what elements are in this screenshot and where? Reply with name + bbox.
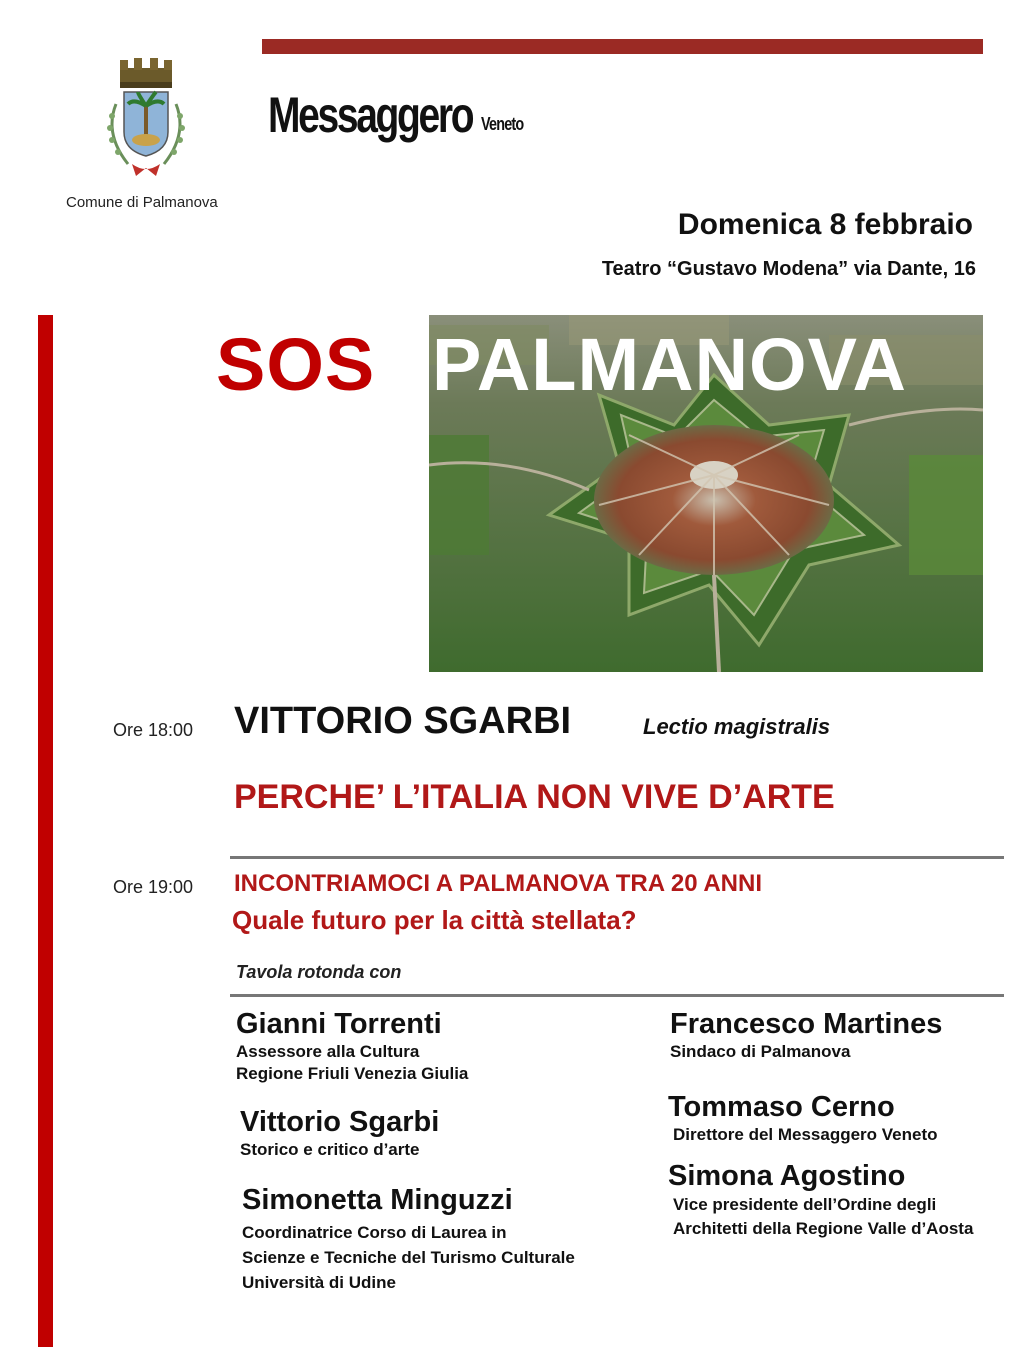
divider-line [230,994,1004,997]
panelist-role: Architetti della Regione Valle d’Aosta [673,1219,974,1238]
panelist-role: Università di Udine [242,1273,396,1292]
event1-time: Ore 18:00 [113,720,194,740]
logo-main-text: Messaggero [268,87,473,143]
panelist-role: Regione Friuli Venezia Giulia [236,1064,469,1083]
panelist-name: Tommaso Cerno [668,1091,895,1123]
panelist-name: Francesco Martines [670,1008,943,1040]
divider-line [230,856,1004,859]
logo-suffix-text: Veneto [481,114,524,134]
comune-label: Comune di Palmanova [66,194,218,211]
messaggero-veneto-logo [268,86,530,144]
panelist-role: Vice presidente dell’Ordine degli [673,1195,937,1214]
round-table-intro: Tavola rotonda con [236,962,402,982]
event1-speaker: VITTORIO SGARBI [234,700,572,742]
event-venue: Teatro “Gustavo Modena” via Dante, 16 [601,258,976,280]
panelist-role: Coordinatrice Corso di Laurea in [242,1223,507,1242]
panelist-role: Direttore del Messaggero Veneto [673,1125,938,1144]
event1-format: Lectio magistralis [643,714,831,739]
panelist-martines [670,1008,942,1063]
panelist-name: Simonetta Minguzzi [242,1184,513,1216]
panelist-cerno [668,1091,938,1146]
event1-title: PERCHE’ L’ITALIA NON VIVE D’ARTE [234,778,835,816]
event2-title: INCONTRIAMOCI A PALMANOVA TRA 20 ANNI [234,870,762,897]
panelist-role: Scienze e Tecniche del Turismo Culturale [242,1248,575,1267]
panelist-sgarbi [240,1106,439,1161]
event-date: Domenica 8 febbraio [677,208,973,241]
panelist-name: Gianni Torrenti [236,1008,442,1040]
panelist-name: Simona Agostino [668,1160,906,1192]
event2-time: Ore 19:00 [113,877,194,897]
hero-title-sos: SOS [216,323,376,406]
panelist-role: Sindaco di Palmanova [670,1042,851,1061]
panelist-torrenti [236,1008,468,1085]
side-decorative-bar [38,315,53,1347]
panelist-role: Storico e critico d’arte [240,1140,420,1159]
panelist-name: Vittorio Sgarbi [240,1106,440,1138]
panelist-minguzzi [242,1184,575,1295]
hero-title-palmanova: PALMANOVA [432,323,907,406]
panelist-agostino [668,1160,973,1241]
palmanova-coat-of-arms-icon [98,54,194,180]
panelist-role: Assessore alla Cultura [236,1042,420,1061]
event2-subtitle: Quale futuro per la città stellata? [232,905,637,935]
top-decorative-bar [262,39,983,54]
